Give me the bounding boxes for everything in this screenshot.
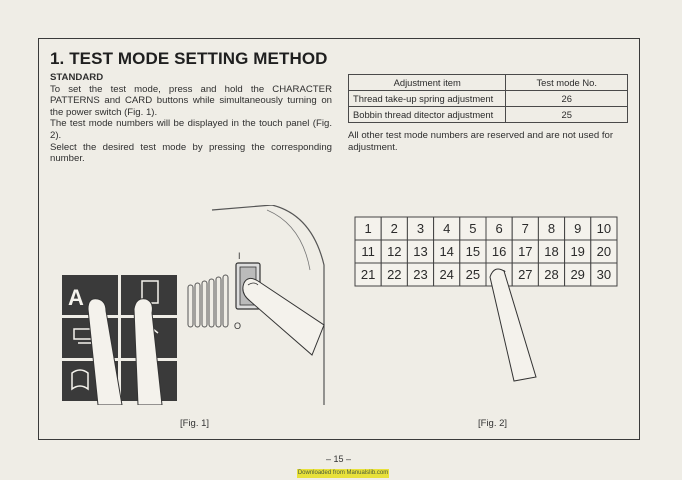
test-mode-number: 5 xyxy=(469,221,477,236)
switch-on-label: I xyxy=(238,251,241,261)
test-mode-number: 28 xyxy=(544,267,559,282)
test-mode-number: 27 xyxy=(518,267,533,282)
table-header-number: Test mode No. xyxy=(506,75,628,91)
test-mode-number: 20 xyxy=(596,244,612,259)
test-mode-number: 4 xyxy=(443,221,451,236)
figure-1-illustration xyxy=(62,205,347,405)
test-mode-number: 29 xyxy=(570,267,585,282)
table-cell-number: 26 xyxy=(506,91,628,107)
machine-edge xyxy=(267,210,310,270)
test-mode-number: 23 xyxy=(413,267,428,282)
test-mode-number: 30 xyxy=(596,267,612,282)
finger-on-switch xyxy=(243,278,324,355)
test-mode-number: 6 xyxy=(495,221,503,236)
test-mode-number: 8 xyxy=(547,221,556,236)
table-cell-item: Thread take-up spring adjustment xyxy=(349,91,506,107)
test-mode-number: 21 xyxy=(360,267,376,282)
test-mode-number: 10 xyxy=(596,221,612,236)
test-mode-number: 16 xyxy=(491,244,507,259)
figure-1-caption: [Fig. 1] xyxy=(180,418,210,429)
test-mode-number: 1 xyxy=(364,221,372,236)
vent-grille xyxy=(188,275,228,327)
test-mode-number: 13 xyxy=(413,244,428,259)
table-header-item: Adjustment item xyxy=(349,75,506,91)
figure-2-illustration xyxy=(350,205,635,405)
test-mode-number: 18 xyxy=(544,244,559,259)
download-footer-link[interactable]: Downloaded from Manualslib.com xyxy=(297,470,389,476)
table-cell-item: Bobbin thread ditector adjustment xyxy=(349,107,506,123)
test-mode-number: 9 xyxy=(574,221,582,236)
test-mode-number: 22 xyxy=(387,267,402,282)
figure-2-caption: [Fig. 2] xyxy=(478,418,508,429)
figure-1 xyxy=(62,205,347,405)
test-mode-number: 25 xyxy=(465,267,481,282)
test-mode-number: 2 xyxy=(390,221,398,236)
switch-off-label: O xyxy=(234,321,242,331)
table-cell-number: 25 xyxy=(506,107,628,123)
figure-2 xyxy=(350,205,635,405)
standard-heading: STANDARD xyxy=(50,72,104,83)
character-patterns-key-letter: A xyxy=(68,285,84,310)
table-row xyxy=(349,91,628,107)
test-mode-number: 3 xyxy=(416,221,425,236)
instructions-column xyxy=(50,72,332,165)
test-mode-number: 7 xyxy=(521,221,529,236)
adjustment-table xyxy=(348,74,628,123)
table-row xyxy=(349,107,628,123)
test-mode-number: 14 xyxy=(439,244,454,259)
instruction-paragraph: The test mode numbers will be displayed in the touch panel (Fig. 2). xyxy=(50,118,332,141)
test-mode-grid xyxy=(355,217,617,286)
test-mode-number: 12 xyxy=(387,244,402,259)
test-mode-number: 24 xyxy=(439,267,454,282)
instruction-paragraph: Select the desired test mode by pressing the corresponding number. xyxy=(50,141,332,165)
test-mode-number: 11 xyxy=(361,244,375,259)
instruction-paragraph: To set the test mode, press and hold the CHARACTER PATTERNS and CARD buttons while simultaneously turning on the power switch (Fig. 1). xyxy=(50,83,332,118)
test-mode-number: 15 xyxy=(465,244,481,259)
page-number: – 15 – xyxy=(326,454,352,464)
table-header-row xyxy=(349,75,628,91)
test-mode-number: 19 xyxy=(570,244,585,259)
test-mode-number: 17 xyxy=(518,244,533,259)
reserved-note: All other test mode numbers are reserved and are not used for adjustment. xyxy=(348,130,614,153)
section-title: 1. TEST MODE SETTING METHOD xyxy=(50,49,328,68)
